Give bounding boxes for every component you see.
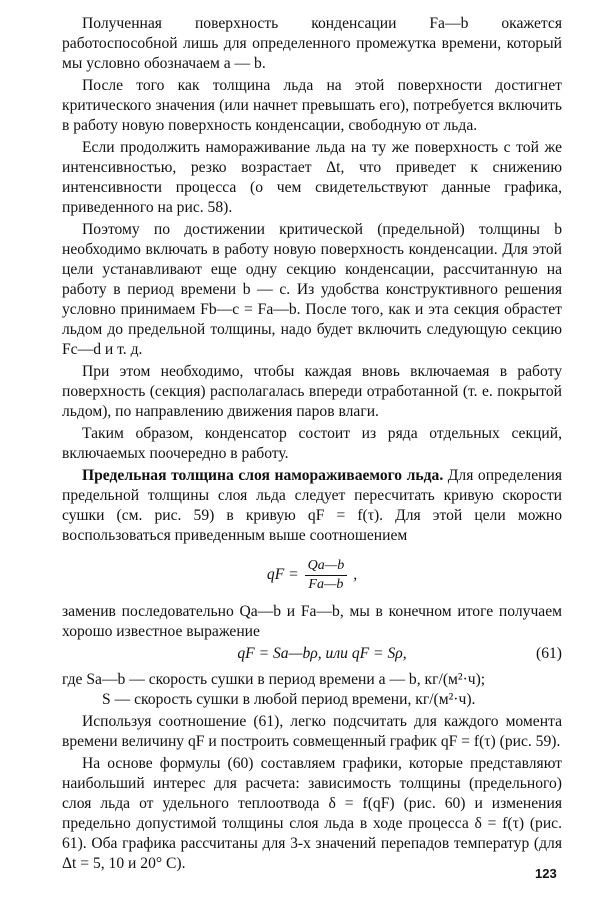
where-line-1: где Sa—b — скорость сушки в период времени a — b, кг/(м²·ч); — [62, 671, 486, 688]
paragraph-1: Полученная поверхность конденсации Fa—b окажется работоспособной лишь для определенного промежутка времени, который мы условно обозначаем a — b. — [62, 15, 562, 72]
formula2-expression: qF = Sa—bρ, или qF = Sρ, — [237, 645, 407, 662]
formula1-numerator: Qa—b — [305, 557, 348, 576]
closing-paragraph-1: Используя соотношение (61), легко подсчитать для каждого момента времени величину qF и построить совмещенный график qF = f(τ) (рис. 59). — [62, 713, 562, 750]
formula1-fraction — [305, 557, 348, 594]
formula1-denominator: Fa—b — [308, 576, 344, 592]
page-number: 123 — [535, 866, 557, 881]
after-formula-text: заменив последовательно Qa—b и Fa—b, мы в конечном итоге получаем хорошо известное выражение — [62, 603, 562, 640]
section-heading: Предельная толщина слоя намораживаемого льда. — [82, 467, 444, 484]
formula1-lhs: qF = — [266, 566, 299, 583]
paragraph-3: Если продолжить намораживание льда на ту же поверхность с той же интенсивностью, резко возрастает Δt, что приведет к снижению интенсивности процесса (о чем свидетельствуют данные графика, приведенного на рис. 58). — [62, 139, 562, 216]
formula1-tail: , — [353, 566, 358, 583]
section-text: Для определения предельной толщины слоя льда следует пересчитать кривую скорости сушки (см. рис. 59) в кривую qF = f(τ). Для этой цели можно воспользоваться приведенным выше соотношением — [62, 467, 562, 544]
paragraph-4: Поэтому по достижении критической (предельной) толщины b необходимо включать в работу новую поверхность конденсации. Для этой цели устанавливают еще одну секцию конденсации, рассчитанную на работу в период времени b — c. Из удобства конструктивного решения условно принимаем Fb—c = Fa—b. После того, как и эта секция обрастет льдом до предельной толщины, надо будет включить следующую секцию Fc—d и т. д. — [62, 221, 562, 358]
formula-61 — [62, 644, 562, 666]
closing-paragraph-2: На основе формулы (60) составляем графики, которые представляют наибольший интерес для расчета: зависимость толщины (предельного) слоя льда от удельного теплоотвода δ = f(qF) (рис. 60) и изменения предельно допустимой толщины слоя льда в ходе процесса δ = f(τ) (рис. 61). Оба графика рассчитаны для 3-х значений перепадов температур (для Δt = 5, 10 и 20° С). — [62, 755, 562, 872]
formula2-number: (61) — [536, 645, 562, 662]
where-line-2: S — скорость сушки в любой период времени, кг/(м²·ч). — [102, 691, 476, 708]
section-paragraph — [62, 466, 562, 546]
formula-q-ratio — [62, 552, 562, 598]
paragraph-5: При этом необходимо, чтобы каждая вновь включаемая в работу поверхность (секция) располагалась впереди отработанной (т. е. покрытой льдом), по направлению движения паров влаги. — [62, 363, 562, 420]
paragraph-6: Таким образом, конденсатор состоит из ряда отдельных секций, включаемых поочередно в работу. — [62, 425, 562, 462]
document-page — [62, 14, 562, 876]
paragraph-2: После того как толщина льда на этой поверхности достигнет критического значения (или начнет превышать его), потребуется включить в работу новую поверхность конденсации, свободную от льда. — [62, 77, 562, 134]
